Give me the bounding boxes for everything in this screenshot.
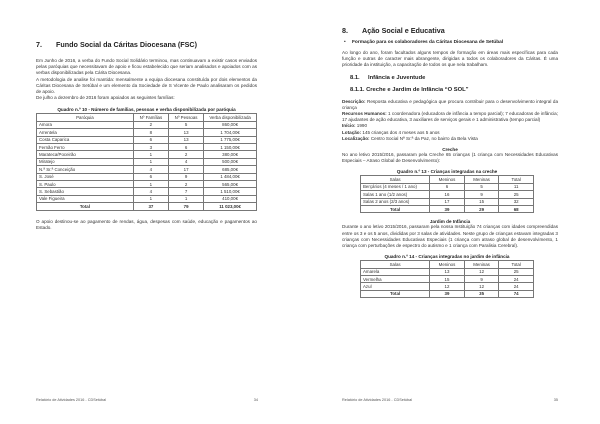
value-cell: 5	[464, 183, 499, 190]
total-label-cell: Total	[361, 206, 430, 213]
column-header: Meninos	[430, 261, 465, 268]
total-label-cell: Total	[37, 203, 134, 210]
heading-number: 8.	[342, 26, 348, 35]
creche-paragraph: No ano letivo 2015/2016, passaram pela Creche 65 crianças (1 criança com Necessidades Educativas Especiais – Atraso Global de Desenvolvimento):	[342, 152, 558, 164]
value-cell: 1	[133, 158, 168, 165]
jardim-table	[360, 260, 534, 298]
right-page	[300, 0, 600, 424]
info-value: 145 crianças dos 4 meses aos 5 anos	[361, 129, 440, 135]
row-label-cell: Costa Caparica	[37, 136, 134, 143]
heading-number: 7.	[36, 40, 42, 49]
value-cell: 13	[168, 136, 203, 143]
row-label-cell: Arrentela	[37, 129, 134, 136]
row-label-cell: N.ª Sr.ª Conceição	[37, 166, 134, 173]
total-value-cell: 68	[499, 206, 534, 213]
value-cell: 13	[168, 129, 203, 136]
column-header: Salas	[361, 261, 430, 268]
paragraph: A metodologia de analise foi mantida: mensalmente a equipa diocesana constituída por dois elementos da Cáritas Diocesana de Setúbal e um elemento da Sociedade de S Vicente de Paulo analisaram os pedidos de apoio.	[36, 76, 257, 95]
total-value-cell: 79	[168, 203, 203, 210]
column-header: Nº Famílias	[133, 114, 168, 121]
total-value-cell: 39	[430, 206, 465, 213]
table-caption: Quadro n.º 13 - Crianças integradas na creche	[396, 169, 498, 175]
table-caption: Quadro n.º 14 - Crianças integradas no jardim de infância	[384, 254, 510, 260]
row-label-cell: Marateca/Poceirão	[37, 151, 134, 158]
table-row	[37, 129, 257, 136]
value-cell: 13	[430, 268, 465, 275]
column-header: Nº Pessoas	[168, 114, 203, 121]
info-value: 1990	[355, 123, 368, 129]
section-heading-7	[36, 40, 257, 49]
table-row	[37, 173, 257, 180]
row-label-cell: Vermelha	[361, 275, 430, 282]
row-label-cell: Salas 2 anos (2/3 anos)	[361, 198, 430, 205]
total-row	[37, 203, 257, 210]
row-label-cell: S. Paulo	[37, 180, 134, 187]
row-label-cell: Fernão Ferro	[37, 143, 134, 150]
row-label-cell: S. José	[37, 173, 134, 180]
info-value: Resposta educativa e pedagógica que procura contribuir para o desenvolvimento integral da criança	[342, 98, 558, 110]
value-cell: 17	[168, 166, 203, 173]
value-cell: 9	[464, 275, 499, 282]
paragraph: Em Junho de 2016, a verba do Fundo Social Solidário terminou, mas continuavam a existir casos enviados pelas paróquias que necessitavam de apoio e ficou estabelecido que seriam analisados e apoiados com as verbas disponibilizadas pela Cárita Diocesana.	[36, 58, 257, 76]
value-cell: 4	[133, 166, 168, 173]
total-value-cell: 29	[464, 206, 499, 213]
creche-table	[360, 175, 534, 213]
table-row	[37, 121, 257, 128]
info-label: Início:	[342, 123, 356, 129]
page-footer	[342, 398, 558, 402]
intro-paragraph: Ao longo do ano, foram facultados alguns tempos de formação em áreas mais específicas para cada função e outras de caracter mais abrangente, dirigidas a todos os colaboradores da Cáritas. É uma prioridade da instituição, a capacitação de todos os que nela trabalham.	[342, 50, 558, 68]
closing-paragraph: O apoio destinou-se ao pagamento de rendas, água, despesas com saúde, educação e pagamentos ao Estado.	[36, 218, 257, 230]
value-cell: 1 510,00€	[204, 188, 257, 195]
table-row	[361, 268, 534, 275]
total-value-cell: 37	[133, 203, 168, 210]
info-label: Recursos Humanos:	[342, 111, 387, 117]
creche-title: Creche	[442, 147, 458, 153]
info-label: Localização:	[342, 135, 370, 141]
subsection-title: Infância e Juventude	[368, 74, 426, 81]
subsection-number: 8.1.	[350, 74, 360, 81]
value-cell: 8	[133, 129, 168, 136]
heading-title: Ação Social e Educativa	[362, 26, 445, 35]
value-cell: 1	[133, 180, 168, 187]
left-page-content	[36, 40, 257, 231]
row-label-cell: Vale Figueira	[37, 195, 134, 202]
value-cell: 1	[133, 195, 168, 202]
total-label-cell: Total	[361, 290, 430, 297]
value-cell: 11	[499, 183, 534, 190]
table-row	[361, 198, 534, 205]
row-label-cell: Azul	[361, 283, 430, 290]
total-value-cell: 35	[464, 290, 499, 297]
row-label-cell: Miratejo	[37, 158, 134, 165]
value-cell: 1 150,00€	[204, 143, 257, 150]
value-cell: 685,00€	[204, 166, 257, 173]
value-cell: 25	[499, 191, 534, 198]
section-heading-8	[342, 26, 558, 35]
info-line	[342, 111, 558, 123]
families-table	[36, 113, 257, 210]
row-label-cell: Salas 1 ano (1/2 anos)	[361, 191, 430, 198]
info-list	[342, 99, 558, 142]
right-page-content	[342, 26, 558, 298]
table-row	[361, 183, 534, 190]
value-cell: 1 775,00€	[204, 136, 257, 143]
value-cell: 4	[168, 158, 203, 165]
column-header: Meninas	[464, 176, 499, 183]
page-number: 34	[253, 398, 258, 402]
info-line	[342, 99, 558, 111]
table-row	[361, 191, 534, 198]
value-cell: 9	[464, 191, 499, 198]
table-row	[37, 143, 257, 150]
footer-text: Relatório de Atividades 2016 - CDSetúbal	[342, 398, 413, 402]
table-row	[37, 180, 257, 187]
table-header-row	[361, 176, 534, 183]
column-header: Total	[499, 261, 534, 268]
value-cell: 12	[430, 283, 465, 290]
value-cell: 565,00€	[204, 180, 257, 187]
sub-subsection-heading: 8.1.1. Creche e Jardim de Infância “O SOL”	[350, 86, 469, 93]
total-value-cell: 39	[430, 290, 465, 297]
page-number: 35	[553, 398, 558, 402]
total-value-cell: 11 023,00€	[204, 203, 257, 210]
row-label-cell: Amarela	[361, 268, 430, 275]
jardim-table-wrapper	[360, 254, 534, 298]
value-cell: 25	[499, 268, 534, 275]
column-header: Meninos	[430, 176, 465, 183]
column-header: Total	[499, 176, 534, 183]
value-cell: 6	[133, 173, 168, 180]
column-header: Salas	[361, 176, 430, 183]
value-cell: 24	[499, 275, 534, 282]
value-cell: 1	[133, 151, 168, 158]
value-cell: 2	[133, 121, 168, 128]
bullet-icon: •	[344, 40, 346, 45]
value-cell: 16	[430, 191, 465, 198]
row-label-cell: Berçários (4 meses / 1 ano)	[361, 183, 430, 190]
column-header: Paróquia	[37, 114, 134, 121]
column-header: Verba disponibilizada	[204, 114, 257, 121]
value-cell: 6	[133, 136, 168, 143]
value-cell: 1	[168, 195, 203, 202]
row-label-cell: Amora	[37, 121, 134, 128]
value-cell: 6	[430, 183, 465, 190]
footer-text: Relatório de Atividades 2016 - CDSetúbal	[36, 398, 107, 402]
info-label: Descrição:	[342, 98, 366, 104]
info-value: 1 coordenadora (educadora de infância a tempo parcial); 7 educadoras de infância; 17 ajudantes de ação educativa, 3 auxiliares de serviços gerais e 1 administrativa (tempo parcial)	[342, 111, 558, 123]
value-cell: 2	[168, 180, 203, 187]
value-cell: 32	[499, 198, 534, 205]
page-footer	[36, 398, 258, 402]
value-cell: 6	[168, 143, 203, 150]
table-row	[361, 283, 534, 290]
info-label: Lotação:	[342, 129, 362, 135]
jardim-paragraph: Durante o ano letivo 2015/2016, passaram pela nossa Instituição 74 crianças com idades compreendidas entre os 3 e os 5 anos, divididas por 3 salas de atividades. Neste grupo de crianças estavam integradas 3 crianças com Necessidades Educativas Especiais (1 criança com atraso global de desenvolvimento, 1 criança com perturbações de espectro do autismo e 1 criança com Paralisia Cerebral).	[342, 224, 558, 248]
table-row	[37, 195, 257, 202]
value-cell: 15	[430, 275, 465, 282]
value-cell: 9	[168, 173, 203, 180]
table-header-row	[361, 261, 534, 268]
info-value: Centro Social Nª Sr.ª da Paz, no bairro da Bela Vista	[369, 135, 478, 141]
table-row	[37, 166, 257, 173]
paragraph: De julho a dezembro de 2016 foram apoiados as seguintes famílias:	[36, 95, 175, 101]
table-caption: Quadro n.º 10 - Número de famílias, pessoas e verba disponibilizada por paróquia	[57, 107, 236, 113]
total-row	[361, 206, 534, 213]
value-cell: 5	[168, 121, 203, 128]
value-cell: 12	[464, 283, 499, 290]
row-label-cell: S. Sebastião	[37, 188, 134, 195]
value-cell: 2	[168, 151, 203, 158]
table-row	[37, 188, 257, 195]
heading-title: Fundo Social da Cáritas Diocesana (FSC)	[56, 40, 197, 49]
value-cell: 24	[499, 283, 534, 290]
table-row	[361, 275, 534, 282]
value-cell: 3	[133, 143, 168, 150]
value-cell: 15	[464, 198, 499, 205]
total-value-cell: 74	[499, 290, 534, 297]
column-header: Meninas	[464, 261, 499, 268]
value-cell: 860,00€	[204, 121, 257, 128]
value-cell: 7	[168, 188, 203, 195]
creche-table-wrapper	[360, 169, 534, 213]
table-row	[37, 151, 257, 158]
table-header-row	[37, 114, 257, 121]
value-cell: 1 484,00€	[204, 173, 257, 180]
bullet-text: Formação para os colaboradores da Cáritas Diocesana de Setúbal	[352, 40, 504, 45]
table-row	[37, 158, 257, 165]
value-cell: 500,00€	[204, 158, 257, 165]
table-row	[37, 136, 257, 143]
jardim-title: Jardim de Infância	[429, 219, 471, 225]
value-cell: 12	[464, 268, 499, 275]
value-cell: 380,00€	[204, 151, 257, 158]
value-cell: 410,00€	[204, 195, 257, 202]
total-row	[361, 290, 534, 297]
value-cell: 1 704,00€	[204, 129, 257, 136]
value-cell: 4	[133, 188, 168, 195]
value-cell: 17	[430, 198, 465, 205]
